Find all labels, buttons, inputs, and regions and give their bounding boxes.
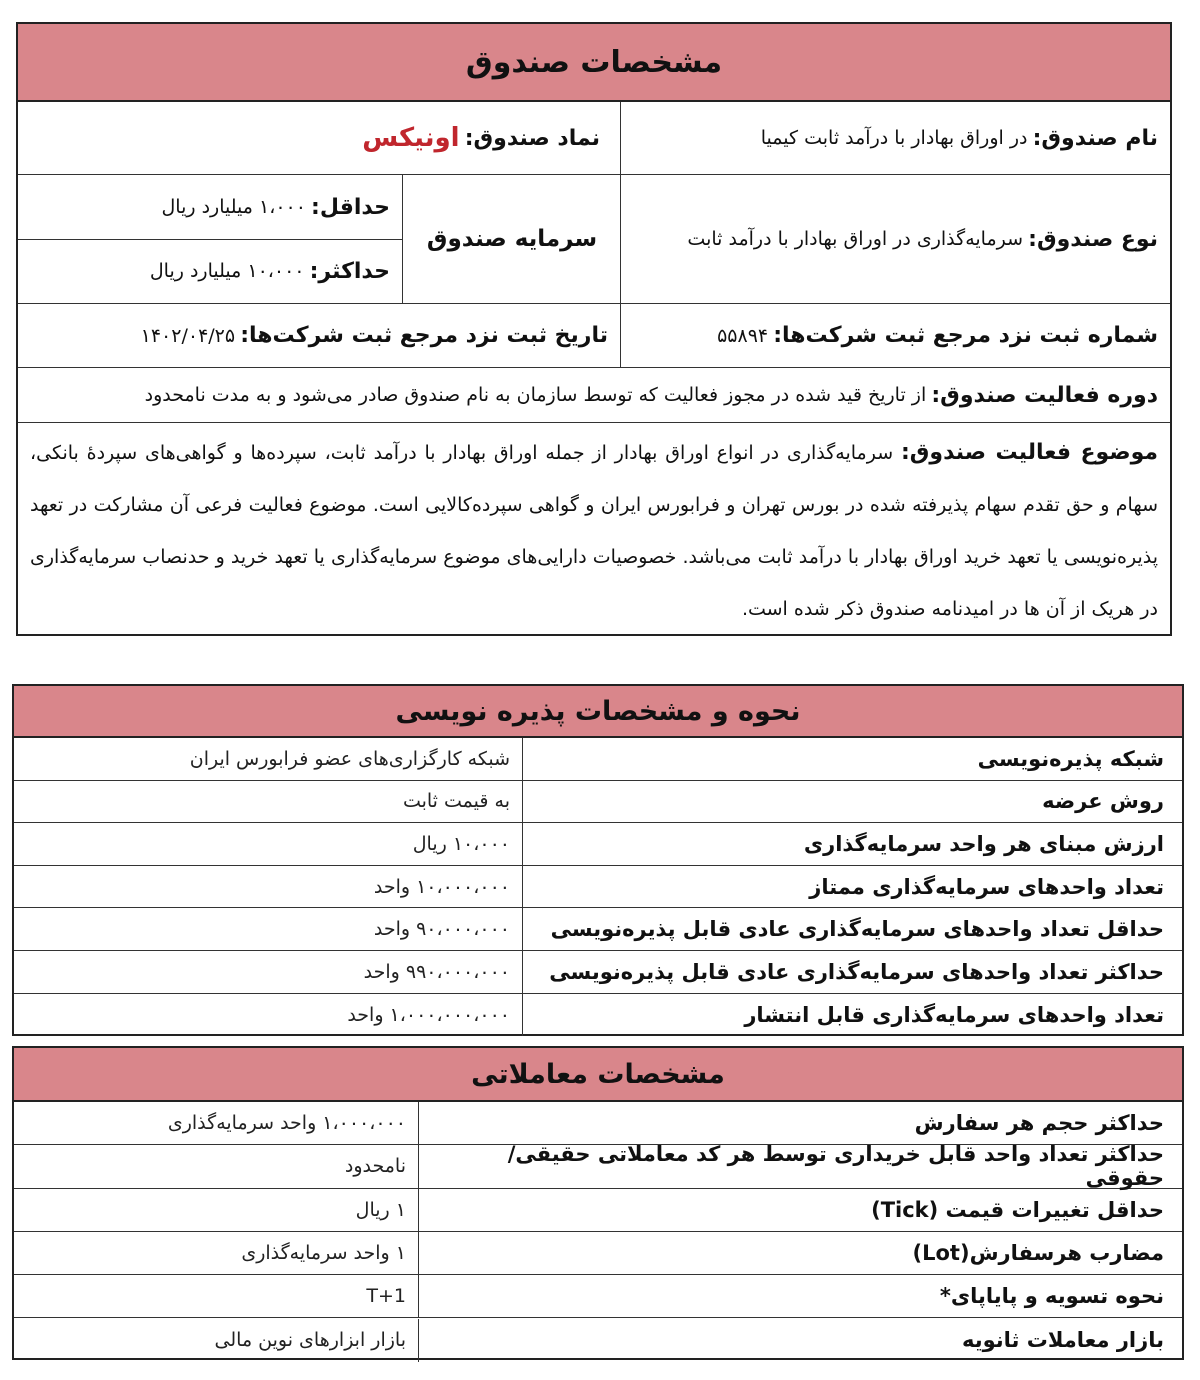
subscription-row-value: ۹۹۰،۰۰۰،۰۰۰ واحد (363, 960, 510, 983)
fund-subject-label: موضوع فعالیت صندوق: (900, 440, 1158, 465)
subscription-row-value: به قیمت ثابت (402, 790, 510, 813)
fund-capital-label-cell (404, 175, 620, 303)
subscription-row-value: ۹۰،۰۰۰،۰۰۰ واحد (373, 918, 510, 941)
subscription-row-label: شبکه پذیره‌نویسی (977, 746, 1164, 771)
subscription-title: نحوه و مشخصات پذیره نویسی (395, 695, 801, 727)
trading-row-label: حداقل تغییرات قیمت (Tick) (871, 1197, 1164, 1222)
fund-capital-min-value: ۱،۰۰۰ میلیارد ریال (161, 196, 306, 218)
trading-table (12, 1046, 1184, 1360)
fund-regdate-cell (18, 304, 620, 367)
trading-row-label: بازار معاملات ثانویه (961, 1328, 1164, 1353)
fund-subject-paragraph (30, 427, 1158, 635)
fund-name-value: در اوراق بهادار با درآمد ثابت کیمیا (760, 127, 1028, 149)
trading-row-label: نحوه تسویه و پایاپای* (939, 1284, 1164, 1309)
fund-registration-row (18, 304, 1170, 368)
fund-specs-header (18, 24, 1170, 102)
trading-row (14, 1275, 1182, 1318)
trading-header (14, 1048, 1182, 1102)
fund-capital-label: سرمایه صندوق (426, 226, 598, 252)
fund-type-label: نوع صندوق: (1028, 226, 1158, 252)
subscription-row-label: تعداد واحدهای سرمایه‌گذاری قابل انتشار (744, 1002, 1164, 1027)
fund-capital-minmax (18, 175, 402, 303)
trading-row (14, 1102, 1182, 1145)
subscription-row (14, 823, 1182, 866)
fund-subject-row (18, 423, 1170, 634)
trading-row-value: ۱ واحد سرمایه‌گذاری (241, 1242, 406, 1265)
subscription-row-label: حداقل تعداد واحدهای سرمایه‌گذاری عادی قابل پذیره‌نویسی (550, 917, 1164, 942)
trading-row (14, 1142, 1182, 1191)
subscription-row-label: ارزش مبنای هر واحد سرمایه‌گذاری (803, 831, 1164, 856)
trading-rows (14, 1102, 1182, 1358)
subscription-row (14, 866, 1182, 909)
fund-type-row (18, 175, 1170, 304)
trading-row-label: مضارب هرسفارش(Lot) (912, 1241, 1164, 1266)
fund-name-row (18, 102, 1170, 175)
subscription-row (14, 908, 1182, 951)
subscription-row-label: حداکثر تعداد واحدهای سرمایه‌گذاری عادی قابل پذیره‌نویسی (549, 959, 1164, 984)
fund-symbol-label: نماد صندوق: (464, 125, 600, 151)
fund-period-row (18, 368, 1170, 423)
fund-name-cell (618, 102, 1170, 174)
subscription-row-value: ۱۰،۰۰۰ ریال (412, 832, 510, 855)
subscription-header (14, 686, 1182, 738)
trading-row (14, 1189, 1182, 1232)
subscription-table (12, 684, 1184, 1036)
fund-regno-cell (618, 304, 1170, 367)
fund-capital-max-label: حداکثر: (309, 258, 390, 284)
fund-specs-title: مشخصات صندوق (465, 44, 723, 80)
fund-regdate-value: ۱۴۰۲/۰۴/۲۵ (140, 324, 236, 347)
trading-row-value: نامحدود (344, 1155, 406, 1178)
fund-subject-value: سرمایه‌گذاری در انواع اوراق بهادار از جمله اوراق بهادار با درآمد ثابت، سپرده‌ها و گواهی‌های سپردهٔ بانکی، سهام و حق تقدم سهام پذیرفته شده در بورس تهران و فرابورس ایران و گواهی سپرده‌کالایی است. موضوع فعالیت فرعی آن مشارکت در تعهد پذیره‌نویسی یا تعهد خرید اوراق بهادار با درآمد ثابت می‌باشد. خصوصیات دارایی‌های موضوع سرمایه‌گذاری یا تعهد خرید و حدنصاب سرمایه‌گذاری در هریک از آن ها در امیدنامه صندوق ذکر شده است. (30, 442, 1158, 620)
fund-regno-label: شماره ثبت نزد مرجع ثبت شرکت‌ها: (773, 323, 1158, 348)
subscription-row-value: شبکه کارگزاری‌های عضو فرابورس ایران (189, 747, 510, 770)
trading-row (14, 1319, 1182, 1362)
fund-regdate-label: تاریخ ثبت نزد مرجع ثبت شرکت‌ها: (240, 323, 608, 348)
fund-capital-min-label: حداقل: (311, 194, 390, 220)
subscription-row (14, 951, 1182, 994)
trading-title: مشخصات معاملاتی (471, 1058, 725, 1090)
fund-symbol-cell (18, 102, 620, 174)
fund-capital-max-value: ۱۰،۰۰۰ میلیارد ریال (149, 260, 305, 282)
fund-symbol-value: اونیکس (362, 123, 460, 153)
subscription-row-label: روش عرضه (1042, 789, 1164, 814)
fund-regno-value: ۵۵۸۹۴ (717, 324, 769, 347)
trading-row-label: حداکثر حجم هر سفارش (914, 1111, 1164, 1136)
trading-row (14, 1232, 1182, 1275)
subscription-row (14, 781, 1182, 824)
trading-row-label: حداکثر تعداد واحد قابل خریداری توسط هر کد معاملاتی حقیقی/ حقوقی (507, 1142, 1164, 1191)
subscription-row-value: ۱۰،۰۰۰،۰۰۰ واحد (373, 875, 510, 898)
fund-period-label: دوره فعالیت صندوق: (931, 382, 1158, 408)
fund-specs-table (16, 22, 1172, 636)
fund-name-label: نام صندوق: (1032, 125, 1158, 151)
trading-row-value: T+1 (366, 1285, 406, 1308)
fund-period-cell (18, 368, 1170, 422)
subscription-row (14, 994, 1182, 1037)
subscription-rows (14, 738, 1182, 1034)
subscription-row (14, 738, 1182, 781)
subscription-row-label: تعداد واحدهای سرمایه‌گذاری ممتاز (809, 874, 1164, 899)
trading-row-value: ۱،۰۰۰،۰۰۰ واحد سرمایه‌گذاری (167, 1112, 406, 1135)
fund-type-cell (618, 175, 1170, 303)
fund-type-value: سرمایه‌گذاری در اوراق بهادار با درآمد ثابت (687, 228, 1024, 250)
fund-period-value: از تاریخ قید شده در مجوز فعالیت که توسط سازمان به نام صندوق صادر می‌شود و به مدت نامحدود (144, 384, 927, 406)
trading-row-value: بازار ابزارهای نوین مالی (214, 1329, 406, 1352)
subscription-row-value: ۱،۰۰۰،۰۰۰،۰۰۰ واحد (347, 1003, 510, 1026)
fund-capital-max-cell (18, 239, 402, 303)
trading-row-value: ۱ ریال (355, 1198, 406, 1221)
fund-capital-min-cell (18, 175, 402, 240)
